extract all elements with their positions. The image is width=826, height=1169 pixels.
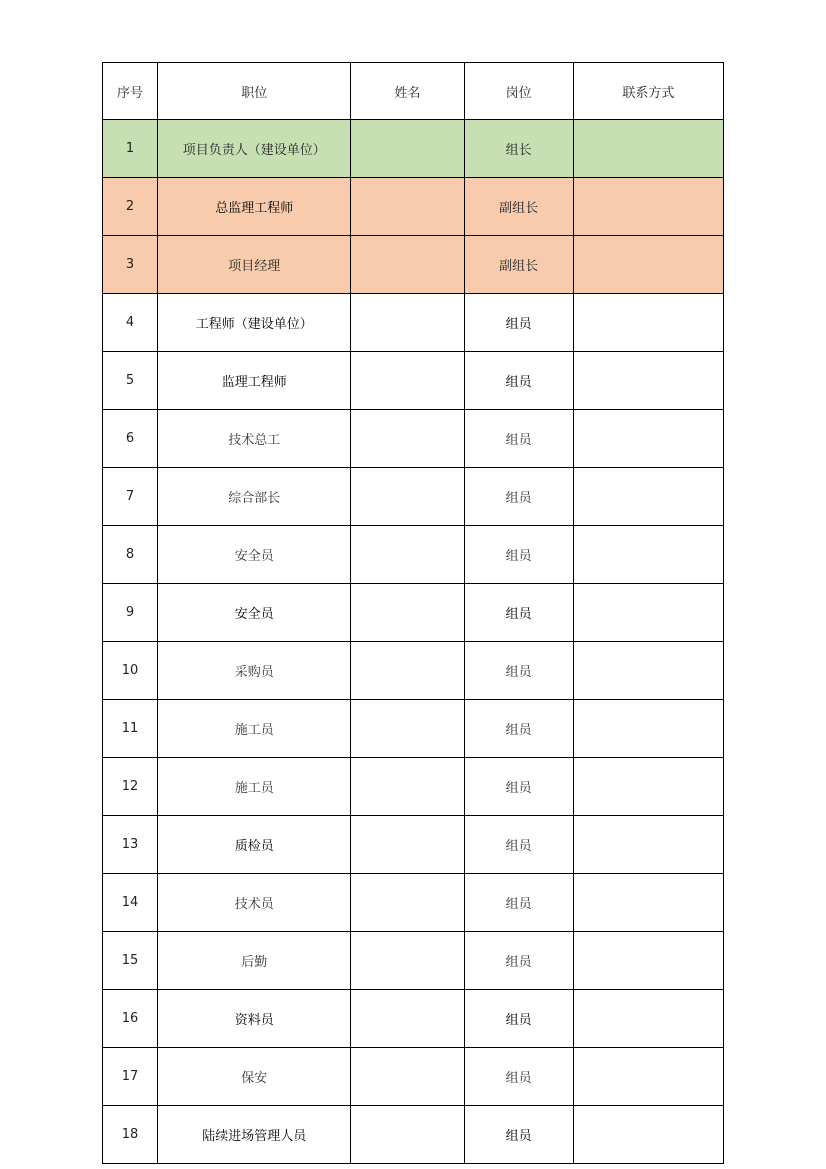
row-post: 组员 [464, 700, 573, 758]
row-contact[interactable] [573, 874, 723, 932]
row-post: 组员 [464, 758, 573, 816]
row-name[interactable] [351, 874, 464, 932]
table-row [103, 294, 724, 352]
row-contact[interactable] [573, 526, 723, 584]
row-name[interactable] [351, 700, 464, 758]
row-name[interactable] [351, 990, 464, 1048]
row-contact[interactable] [573, 932, 723, 990]
row-no: 17 [103, 1048, 158, 1106]
row-no: 14 [103, 874, 158, 932]
table-row [103, 352, 724, 410]
row-position: 采购员 [158, 642, 351, 700]
row-post: 组员 [464, 990, 573, 1048]
row-contact[interactable] [573, 700, 723, 758]
row-post: 组员 [464, 410, 573, 468]
row-no: 1 [103, 120, 158, 178]
row-position: 技术员 [158, 874, 351, 932]
row-name[interactable] [351, 816, 464, 874]
table-row [103, 932, 724, 990]
row-no: 3 [103, 236, 158, 294]
staff-table [102, 62, 724, 1164]
row-name[interactable] [351, 584, 464, 642]
row-contact[interactable] [573, 758, 723, 816]
row-position: 综合部长 [158, 468, 351, 526]
row-name[interactable] [351, 526, 464, 584]
row-post: 组员 [464, 932, 573, 990]
row-no: 6 [103, 410, 158, 468]
row-no: 4 [103, 294, 158, 352]
row-post: 副组长 [464, 236, 573, 294]
table-row [103, 120, 724, 178]
row-no: 9 [103, 584, 158, 642]
row-post: 组员 [464, 584, 573, 642]
row-position: 后勤 [158, 932, 351, 990]
row-post: 副组长 [464, 178, 573, 236]
row-no: 16 [103, 990, 158, 1048]
row-no: 7 [103, 468, 158, 526]
row-no: 10 [103, 642, 158, 700]
table-row [103, 758, 724, 816]
table-header-row [103, 63, 724, 120]
row-contact[interactable] [573, 294, 723, 352]
row-name[interactable] [351, 932, 464, 990]
row-post: 组员 [464, 352, 573, 410]
row-position: 监理工程师 [158, 352, 351, 410]
row-position: 项目经理 [158, 236, 351, 294]
header-no: 序号 [103, 63, 158, 120]
row-post: 组员 [464, 468, 573, 526]
row-contact[interactable] [573, 120, 723, 178]
row-position: 保安 [158, 1048, 351, 1106]
row-position: 项目负责人（建设单位） [158, 120, 351, 178]
row-post: 组员 [464, 526, 573, 584]
row-position: 安全员 [158, 584, 351, 642]
table-row [103, 526, 724, 584]
row-contact[interactable] [573, 1048, 723, 1106]
row-no: 15 [103, 932, 158, 990]
row-no: 12 [103, 758, 158, 816]
row-name[interactable] [351, 642, 464, 700]
row-position: 质检员 [158, 816, 351, 874]
row-position: 总监理工程师 [158, 178, 351, 236]
row-post: 组员 [464, 1048, 573, 1106]
row-position: 资料员 [158, 990, 351, 1048]
row-name[interactable] [351, 120, 464, 178]
row-no: 13 [103, 816, 158, 874]
row-position: 陆续进场管理人员 [158, 1106, 351, 1164]
row-contact[interactable] [573, 816, 723, 874]
header-position: 职位 [158, 63, 351, 120]
table-row [103, 874, 724, 932]
row-contact[interactable] [573, 584, 723, 642]
table-row [103, 236, 724, 294]
row-contact[interactable] [573, 642, 723, 700]
row-contact[interactable] [573, 1106, 723, 1164]
table-row [103, 642, 724, 700]
row-position: 安全员 [158, 526, 351, 584]
row-contact[interactable] [573, 410, 723, 468]
row-name[interactable] [351, 468, 464, 526]
row-name[interactable] [351, 758, 464, 816]
row-no: 8 [103, 526, 158, 584]
table-row [103, 816, 724, 874]
row-post: 组员 [464, 1106, 573, 1164]
table-row [103, 1106, 724, 1164]
row-contact[interactable] [573, 352, 723, 410]
row-no: 2 [103, 178, 158, 236]
header-name: 姓名 [351, 63, 464, 120]
table-row [103, 700, 724, 758]
row-contact[interactable] [573, 178, 723, 236]
table-row [103, 468, 724, 526]
row-post: 组长 [464, 120, 573, 178]
row-name[interactable] [351, 1106, 464, 1164]
row-contact[interactable] [573, 236, 723, 294]
table-row [103, 1048, 724, 1106]
row-position: 施工员 [158, 758, 351, 816]
row-no: 18 [103, 1106, 158, 1164]
row-post: 组员 [464, 874, 573, 932]
table-row [103, 178, 724, 236]
row-no: 11 [103, 700, 158, 758]
row-name[interactable] [351, 178, 464, 236]
table-row [103, 410, 724, 468]
row-contact[interactable] [573, 468, 723, 526]
header-contact: 联系方式 [573, 63, 723, 120]
row-name[interactable] [351, 294, 464, 352]
row-post: 组员 [464, 642, 573, 700]
table-row [103, 584, 724, 642]
row-name[interactable] [351, 236, 464, 294]
row-contact[interactable] [573, 990, 723, 1048]
row-name[interactable] [351, 1048, 464, 1106]
row-post: 组员 [464, 294, 573, 352]
row-post: 组员 [464, 816, 573, 874]
row-no: 5 [103, 352, 158, 410]
row-position: 施工员 [158, 700, 351, 758]
row-name[interactable] [351, 352, 464, 410]
table-row [103, 990, 724, 1048]
header-post: 岗位 [464, 63, 573, 120]
row-position: 工程师（建设单位） [158, 294, 351, 352]
row-name[interactable] [351, 410, 464, 468]
row-position: 技术总工 [158, 410, 351, 468]
